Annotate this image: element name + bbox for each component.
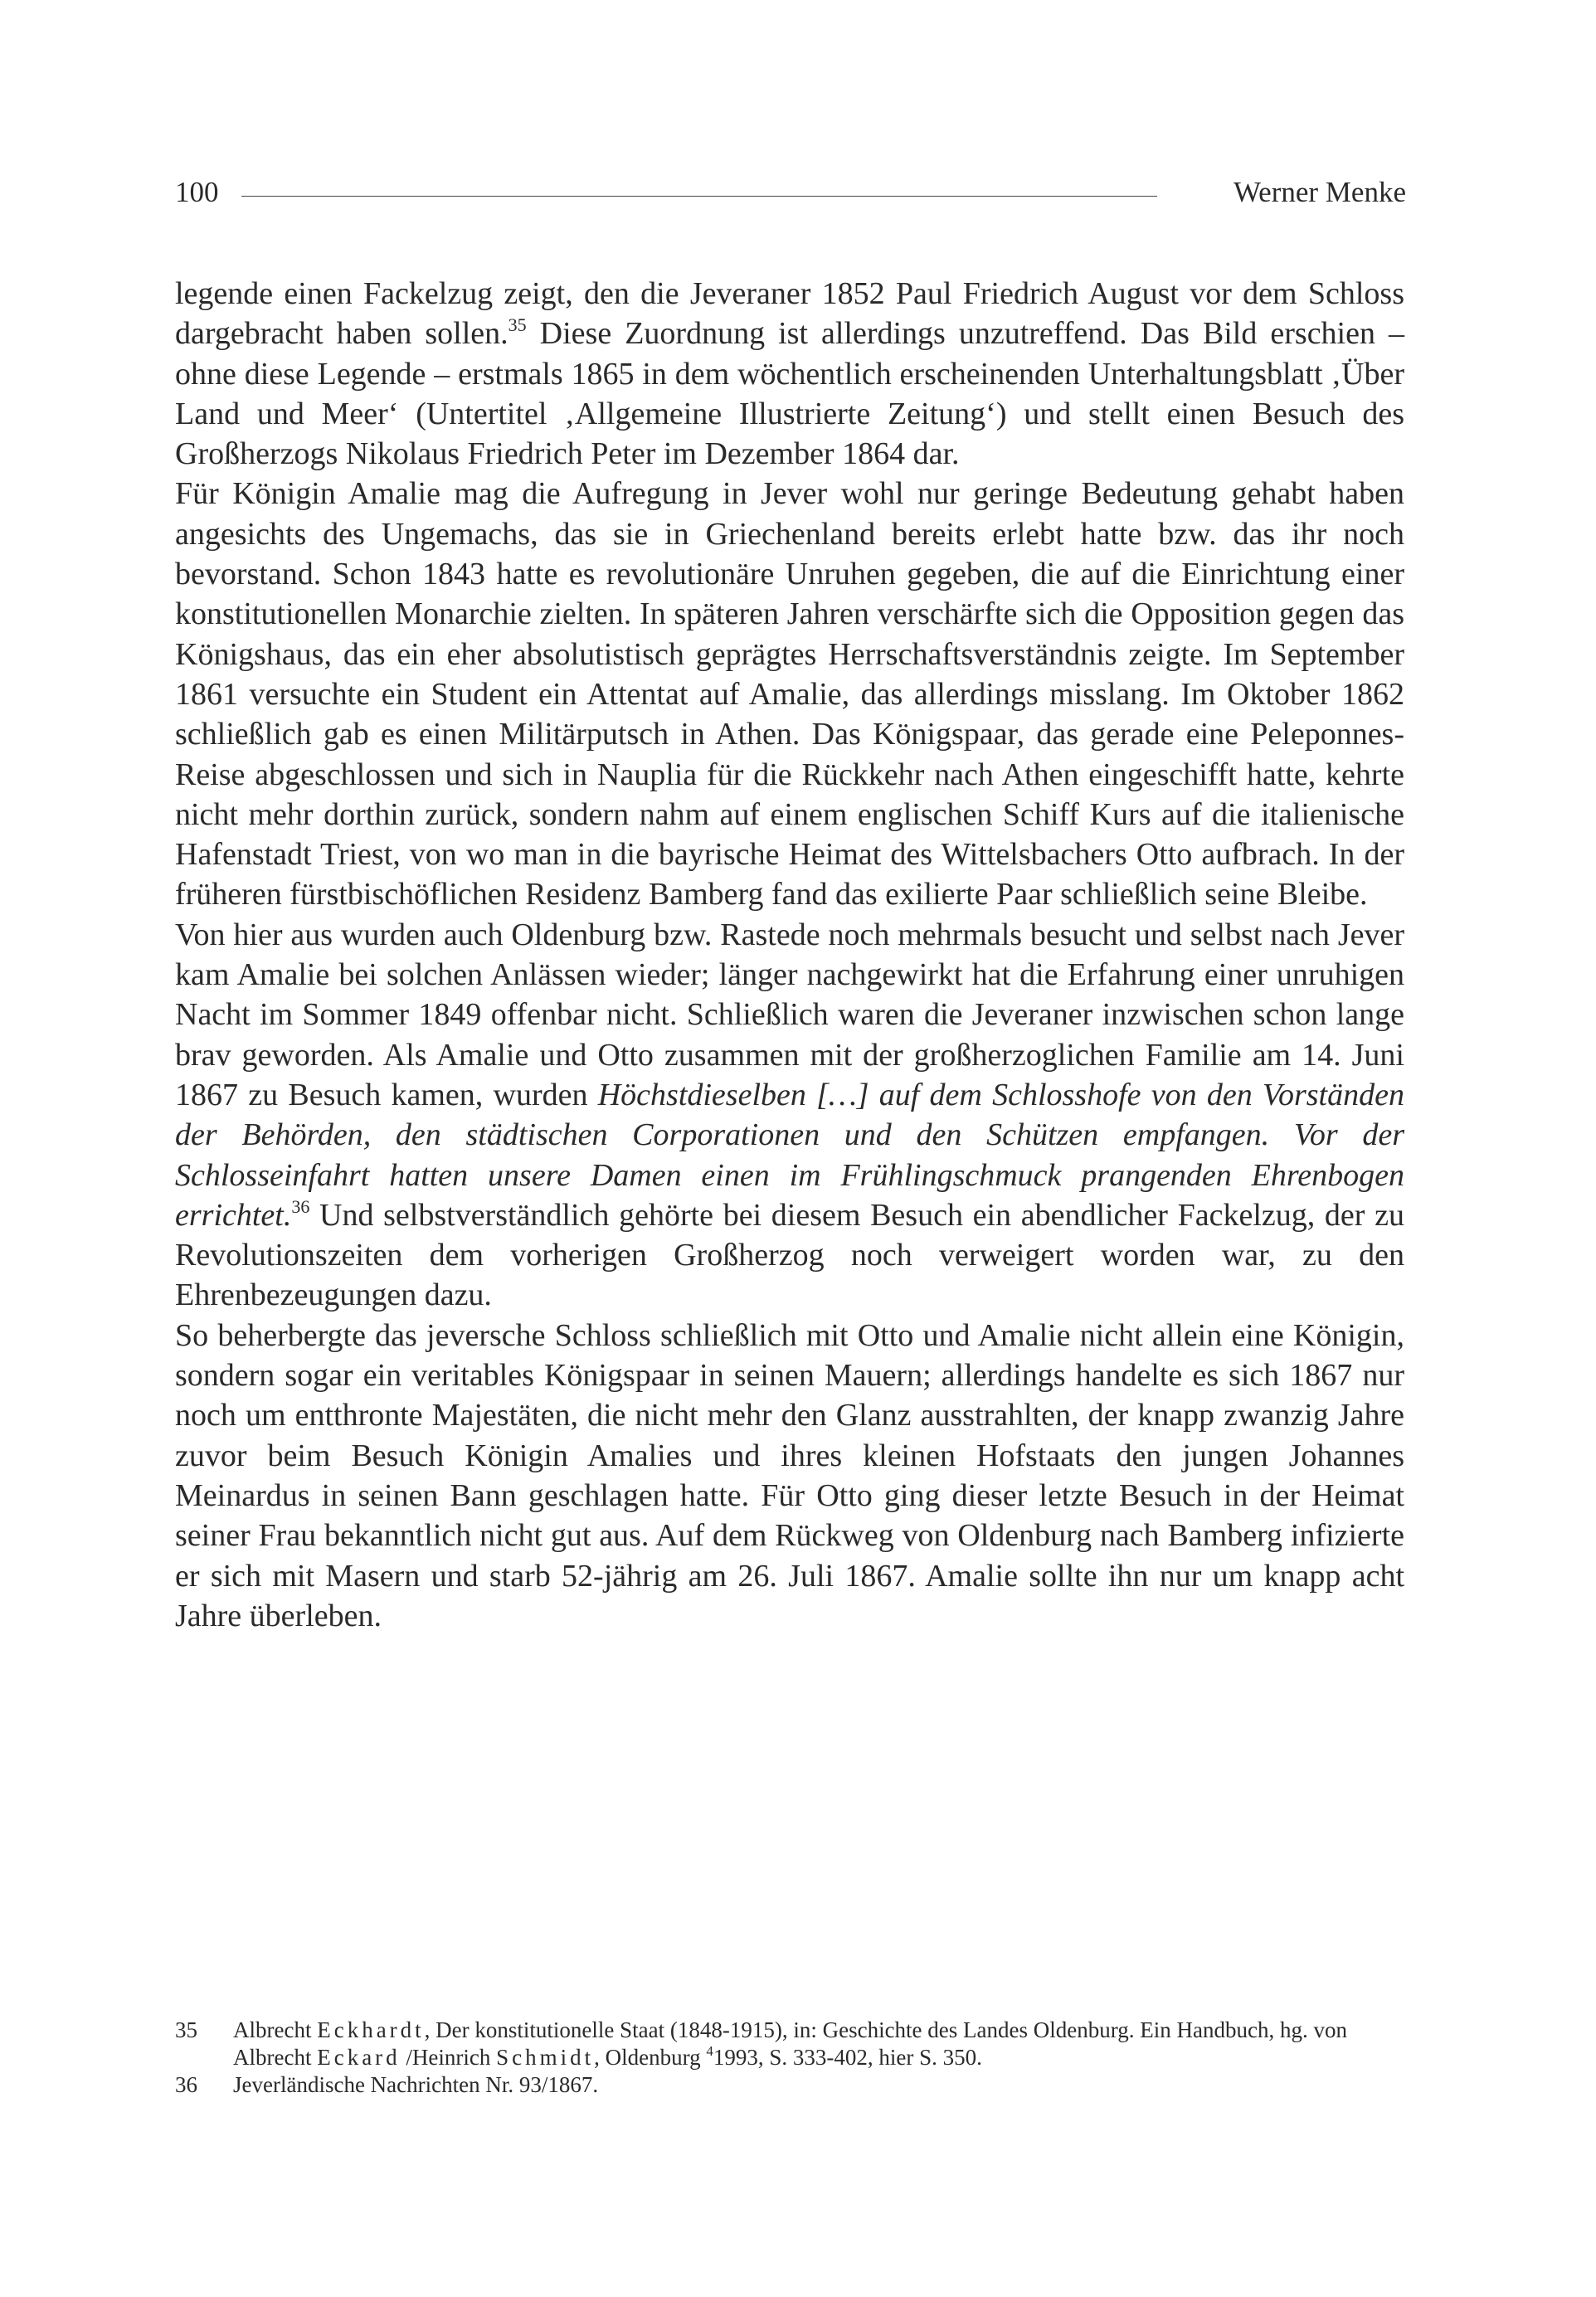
footnote [175, 2017, 1404, 2071]
paragraph [175, 274, 1404, 474]
header-rule [241, 196, 1157, 197]
text-run: legende einen Fackelzug zeigt, den die Jeveraner 1852 Paul Friedrich August vor dem Schloss dargebracht haben sollen. [175, 276, 1404, 352]
footnote-ref: 36 [291, 1195, 310, 1217]
editor-name: Schmidt [496, 2045, 595, 2070]
main-text [175, 274, 1404, 1636]
editor-name: Eckard [317, 2045, 401, 2070]
paragraph: So beherbergte das jeversche Schloss schließlich mit Otto und Amalie nicht allein eine Königin, sondern sogar ein veritables Königspaar in seinen Mauern; allerdings handelte es sich 1867 nur noch um entthronte Majestäten, die nicht mehr den Glanz ausstrahlten, der knapp zwanzig Jahre zuvor beim Besuch Königin Amalies und ihres kleinen Hofstaats den jungen Johannes Meinardus in seinen Bann geschlagen hatte. Für Otto ging dieser letzte Besuch in der Heimat seiner Frau bekanntlich nicht gut aus. Auf dem Rückweg von Oldenburg nach Bamberg infizierte er sich mit Masern und starb 52-jährig am 26. Juli 1867. Amalie sollte ihn nur um knapp acht Jahre überleben. [175, 1317, 1404, 1633]
text-run: 1993, S. 333-402, hier S. 350. [713, 2045, 982, 2070]
text-run: Diese Zuordnung ist allerdings unzutreffend. Das Bild erschien – ohne diese Legende – erstmals 1865 in dem wöchentlich erscheinenden Unterhaltungsblatt ‚Über Land und Meer‘ (Untertitel ‚Allgemeine Illustrierte Zeitung‘) und stellt einen Besuch des Großherzogs Nikolaus Friedrich Peter im Dezember 1864 dar. [175, 316, 1404, 472]
running-author: Werner Menke [1233, 176, 1406, 208]
edition-number: 4 [706, 2043, 713, 2059]
footnotes [175, 2017, 1404, 2099]
paragraph: Für Königin Amalie mag die Aufregung in Jever wohl nur geringe Bedeutung gehabt haben angesichts des Ungemachs, das sie in Griechenland bereits erlebt hatte bzw. das ihr noch bevorstand. Schon 1843 hatte es revolutionäre Unruhen gegeben, die auf die Einrichtung einer konstitutionellen Monarchie zielten. In späteren Jahren verschärfte sich die Opposition gegen das Königshaus, das ein eher absolutistisch geprägtes Herrschaftsverständnis zeigte. Im September 1861 versuchte ein Student ein Attentat auf Amalie, das allerdings misslang. Im Oktober 1862 schließlich gab es einen Militärputsch in Athen. Das Königspaar, das gerade eine Peleponnes-Reise abgeschlossen und sich in Nauplia für die Rückkehr nach Athen eingeschifft hatte, kehrte nicht mehr dorthin zurück, sondern nahm auf einem englischen Schiff Kurs auf die italienische Hafenstadt Triest, von wo man in die bayrische Heimat des Wittelsbachers Otto aufbrach. In der früheren fürstbischöflichen Residenz Bamberg fand das exilierte Paar schließlich seine Bleibe. [175, 476, 1404, 912]
footnote [175, 2071, 1404, 2099]
text-run: Albrecht [233, 2017, 318, 2042]
text-run: , Der konstitutionelle Staat (1848-1915), in: Geschichte des Landes Oldenburg. Ein Handbuch, hg. von Albrecht [233, 2017, 1347, 2070]
text-run: Und selbstverständlich gehörte bei diesem Besuch ein abendlicher Fackelzug, der zu Revolutionszeiten dem vorherigen Großherzog noch verweigert worden war, zu den Ehrenbezeugungen dazu. [175, 1197, 1404, 1313]
quotation: Höchstdieselben […] auf dem Schlosshofe von den Vorständen der Behörden, den städtischen Corporationen und den Schützen empfangen. Vor der Schlosseinfahrt hatten unsere Damen einen im Frühlingschmuck prangenden Ehrenbogen errichtet. [175, 1077, 1404, 1233]
paragraph [175, 915, 1404, 1316]
text-run: Jeverländische Nachrichten Nr. 93/1867. [233, 2072, 599, 2097]
text-run: /Heinrich [400, 2045, 497, 2070]
footnote-number: 35 [175, 2017, 197, 2042]
footnote-ref: 35 [508, 314, 527, 336]
text-run: Von hier aus wurden auch Oldenburg bzw. Rastede noch mehrmals besucht und selbst nach Jever kam Amalie bei solchen Anlässen wieder; länger nachgewirkt hat die Erfahrung einer unruhigen Nacht im Sommer 1849 offenbar nicht. Schließlich waren die Jeveraner inzwischen schon lange brav geworden. Als Amalie und Otto zusammen mit der großherzoglichen Familie am 14. Juni 1867 zu Besuch kamen, wurden [175, 917, 1404, 1112]
text-run: , Oldenburg [594, 2045, 707, 2070]
author-name: Eckhardt [317, 2017, 425, 2042]
footnote-number: 36 [175, 2072, 197, 2097]
running-header [175, 176, 1406, 217]
page-number: 100 [175, 176, 219, 208]
